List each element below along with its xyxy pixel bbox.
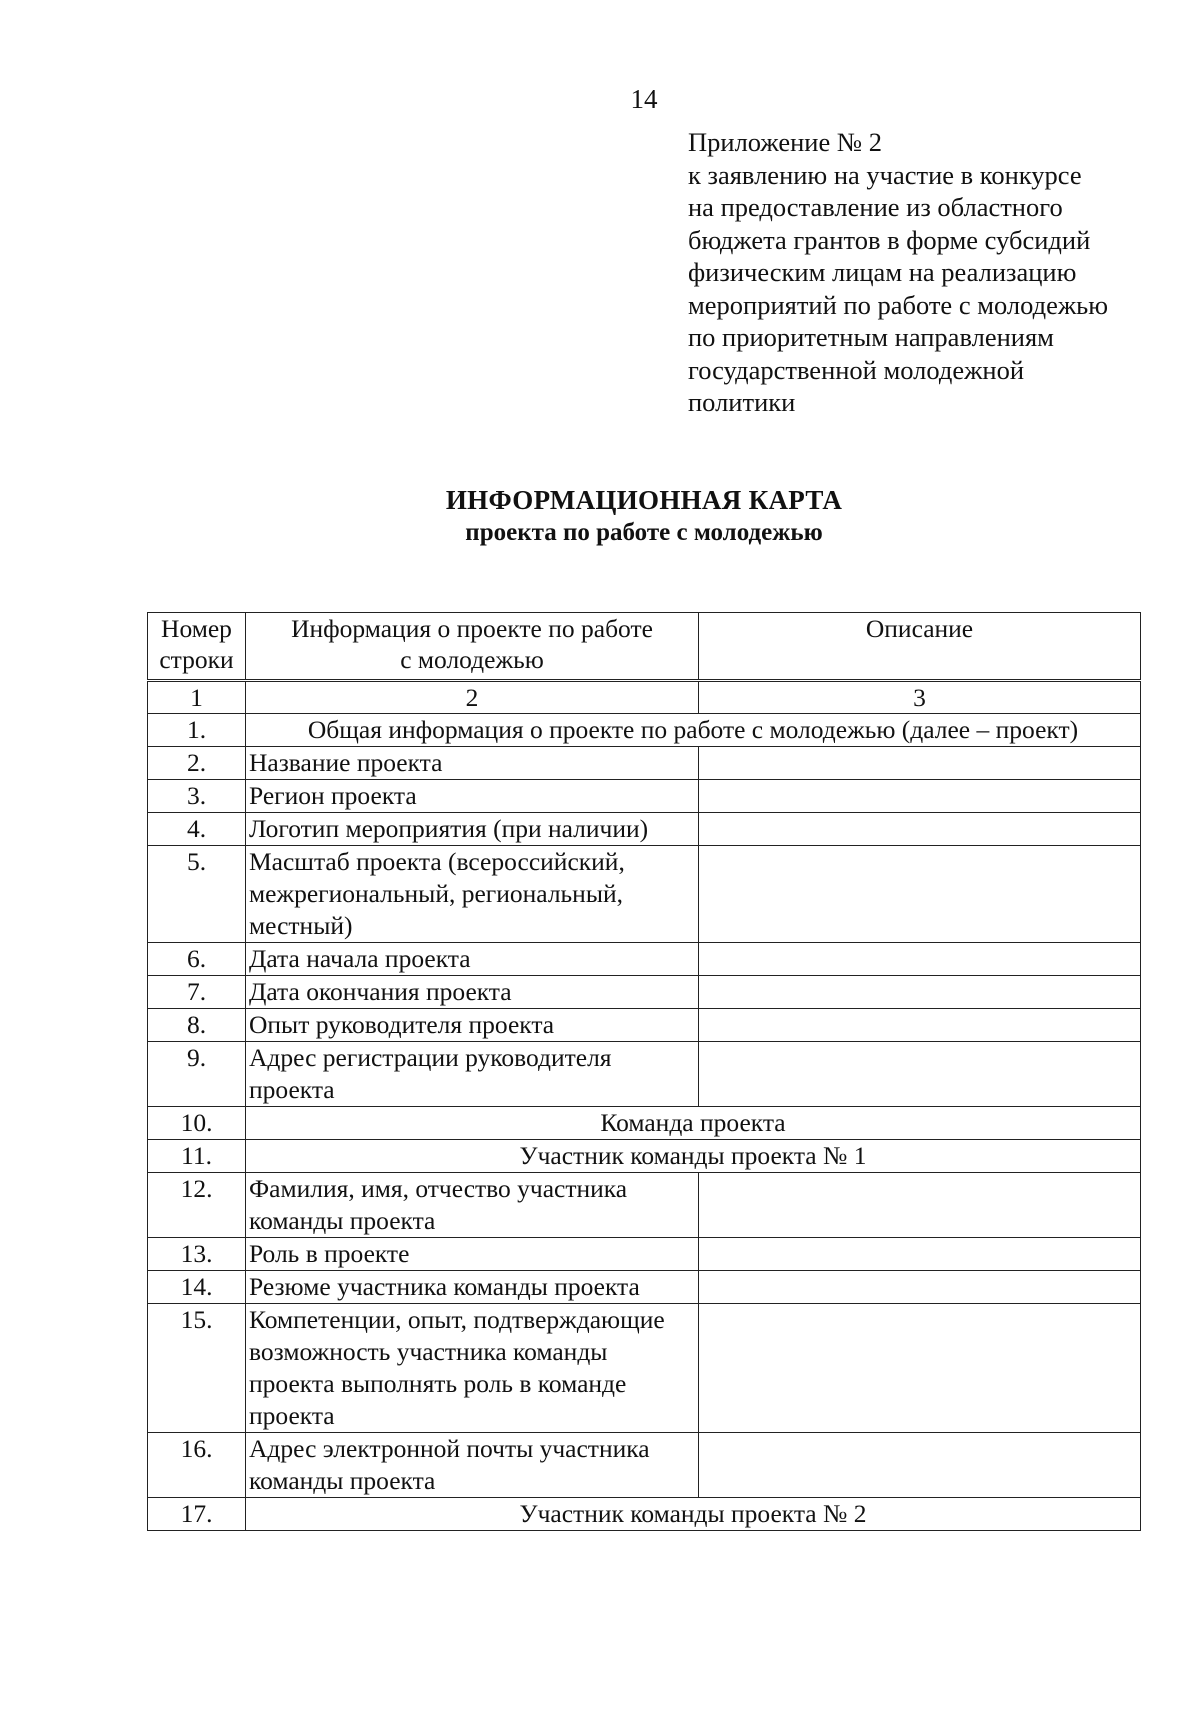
row-number: 17. xyxy=(148,1498,246,1531)
document-title: ИНФОРМАЦИОННАЯ КАРТА xyxy=(445,485,843,515)
row-value-cell[interactable] xyxy=(699,1173,1141,1238)
row-number: 7. xyxy=(148,976,246,1009)
row-label: Дата окончания проекта xyxy=(246,976,699,1009)
table-row xyxy=(148,1238,1141,1271)
row-label: Дата начала проекта xyxy=(246,943,699,976)
header-project-info: Информация о проекте по работе с молодежью xyxy=(246,613,699,681)
header-row-number: Номер строки xyxy=(148,613,246,681)
table-row xyxy=(148,1433,1141,1498)
row-value-cell[interactable] xyxy=(699,1304,1141,1433)
row-number: 13. xyxy=(148,1238,246,1271)
section-heading: Участник команды проекта № 2 xyxy=(246,1498,1141,1531)
section-heading: Команда проекта xyxy=(246,1107,1141,1140)
row-value-cell[interactable] xyxy=(699,813,1141,846)
info-card-table xyxy=(147,612,1141,1531)
table-row xyxy=(148,1009,1141,1042)
column-number-row xyxy=(148,681,1141,714)
row-label: Фамилия, имя, отчество участника команды проекта xyxy=(246,1173,699,1238)
row-number: 16. xyxy=(148,1433,246,1498)
section-heading: Общая информация о проекте по работе с молодежью (далее – проект) xyxy=(246,714,1141,747)
row-number: 1. xyxy=(148,714,246,747)
row-label: Роль в проекте xyxy=(246,1238,699,1271)
row-number: 6. xyxy=(148,943,246,976)
appendix-note xyxy=(688,126,1108,419)
appendix-line: Приложение № 2 xyxy=(688,127,883,157)
row-label: Масштаб проекта (всероссийский, межрегиональный, региональный, местный) xyxy=(246,846,699,943)
row-number: 8. xyxy=(148,1009,246,1042)
row-value-cell[interactable] xyxy=(699,747,1141,780)
row-value-cell[interactable] xyxy=(699,780,1141,813)
appendix-line: к заявлению на участие в конкурсе xyxy=(688,159,1082,190)
row-number: 11. xyxy=(148,1140,246,1173)
row-number: 4. xyxy=(148,813,246,846)
row-label: Резюме участника команды проекта xyxy=(246,1271,699,1304)
document-subtitle: проекта по работе с молодежью xyxy=(465,519,823,546)
column-number: 1 xyxy=(148,681,246,714)
row-label: Компетенции, опыт, подтверждающие возможность участника команды проекта выполнять роль в команде проекта xyxy=(246,1304,699,1433)
page-number: 14 xyxy=(630,84,658,114)
row-number: 2. xyxy=(148,747,246,780)
table-row xyxy=(148,714,1141,747)
row-value-cell[interactable] xyxy=(699,1042,1141,1107)
row-label: Регион проекта xyxy=(246,780,699,813)
row-value-cell[interactable] xyxy=(699,1433,1141,1498)
row-label: Логотип мероприятия (при наличии) xyxy=(246,813,699,846)
table-row xyxy=(148,780,1141,813)
appendix-line: физическим лицам на реализацию xyxy=(688,257,1077,287)
header-description: Описание xyxy=(699,613,1141,681)
table-row xyxy=(148,976,1141,1009)
row-number: 12. xyxy=(148,1173,246,1238)
row-number: 14. xyxy=(148,1271,246,1304)
table-row xyxy=(148,943,1141,976)
row-number: 10. xyxy=(148,1107,246,1140)
row-value-cell[interactable] xyxy=(699,846,1141,943)
table-row xyxy=(148,1042,1141,1107)
table-row xyxy=(148,747,1141,780)
row-label: Адрес электронной почты участника команды проекта xyxy=(246,1433,699,1498)
row-label: Название проекта xyxy=(246,747,699,780)
row-value-cell[interactable] xyxy=(699,943,1141,976)
column-number: 2 xyxy=(246,681,699,714)
table-row xyxy=(148,1498,1141,1531)
row-value-cell[interactable] xyxy=(699,1271,1141,1304)
table-row xyxy=(148,1173,1141,1238)
table-row xyxy=(148,846,1141,943)
appendix-line: государственной молодежной xyxy=(688,354,1025,385)
table-row xyxy=(148,813,1141,846)
appendix-line: на предоставление из областного xyxy=(688,192,1063,222)
table-header-row xyxy=(148,613,1141,681)
table-row xyxy=(148,1304,1141,1433)
appendix-line: мероприятий по работе с молодежью xyxy=(688,289,1109,320)
row-number: 3. xyxy=(148,780,246,813)
row-number: 15. xyxy=(148,1304,246,1433)
appendix-line: политики xyxy=(688,387,796,417)
row-label: Адрес регистрации руководителя проекта xyxy=(246,1042,699,1107)
table-row xyxy=(148,1107,1141,1140)
row-value-cell[interactable] xyxy=(699,1009,1141,1042)
table-row xyxy=(148,1140,1141,1173)
appendix-line: бюджета грантов в форме субсидий xyxy=(688,224,1091,255)
appendix-line: по приоритетным направлениям xyxy=(688,322,1054,352)
row-value-cell[interactable] xyxy=(699,1238,1141,1271)
row-number: 5. xyxy=(148,846,246,943)
row-label: Опыт руководителя проекта xyxy=(246,1009,699,1042)
section-heading: Участник команды проекта № 1 xyxy=(246,1140,1141,1173)
row-number: 9. xyxy=(148,1042,246,1107)
table-row xyxy=(148,1271,1141,1304)
column-number: 3 xyxy=(699,681,1141,714)
row-value-cell[interactable] xyxy=(699,976,1141,1009)
